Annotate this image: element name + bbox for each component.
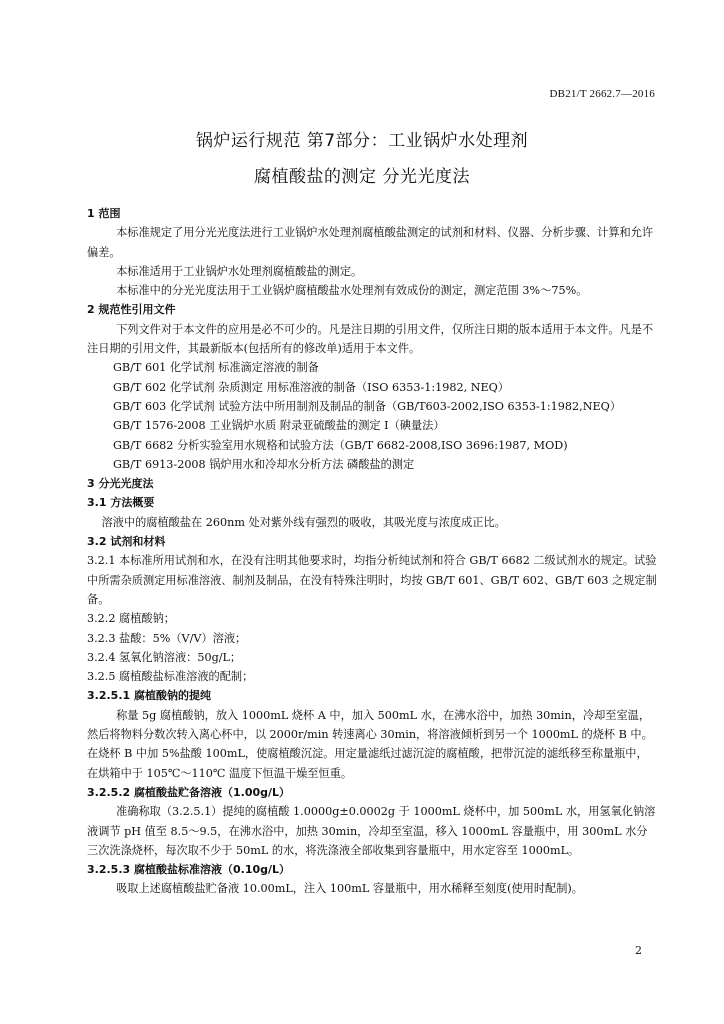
section-1-paragraph-2: 本标准适用于工业锅炉水处理剂腐植酸盐的测定。	[116, 264, 363, 278]
section-2-heading: 2 规范性引用文件	[87, 303, 176, 317]
clause-3-2-5-2-paragraph: 准确称取（3.2.5.1）提纯的腐植酸 1.0000g±0.0002g 于 1000mL 烧杯中，加 500mL 水，用氢氧化钠溶液调节 pH 值至 8.5～9.5，在沸水浴中，加热 30min，冷却至室温，移入 1000mL 容量瓶中，用 300mL 水分三次洗涤烧杯，每次取不少于 50mL 的水，将洗涤液全部收集到容量瓶中，用水定容至 1000mL。	[87, 805, 656, 857]
section-1-paragraph-1: 本标准规定了用分光光度法进行工业锅炉水处理剂腐植酸盐测定的试剂和材料、仪器、分析步骤、计算和允许偏差。	[87, 226, 654, 259]
clause-3-2-3: 3.2.3 盐酸：5%（V/V）溶液；	[87, 631, 247, 645]
reference-item: GB/T 6682 分析实验室用水规格和试验方法（GB/T 6682-2008,ISO 3696:1987, MOD)	[113, 438, 568, 452]
section-3-1-heading: 3.1 方法概要	[87, 496, 155, 510]
section-3-2-heading: 3.2 试剂和材料	[87, 535, 166, 549]
clause-3-2-5-2-heading: 3.2.5.2 腐植酸盐贮备溶液（1.00g/L）	[87, 785, 291, 799]
clause-3-2-5-1-heading: 3.2.5.1 腐植酸钠的提纯	[87, 689, 211, 703]
section-1-heading: 1 范围	[87, 207, 121, 220]
clause-3-2-5-1-paragraph: 称量 5g 腐植酸钠，放入 1000mL 烧杯 A 中，加入 500mL 水，在沸水浴中，加热 30min，冷却至室温，然后将物料分数次转入离心杯中，以 2000r/min 转速离心 30min，将溶液倾析到另一个 1000mL 的烧杯 B 中。在烧杯 B 中加 5%盐酸 100mL，使腐植酸沉淀。用定量滤纸过滤沉淀的腐植酸，把带沉淀的滤纸移至称量瓶中，在烘箱中于 105℃～110℃ 温度下恒温干燥至恒重。	[87, 708, 653, 780]
section-3-heading: 3 分光光度法	[87, 477, 154, 491]
section-1-paragraph-3: 本标准中的分光光度法用于工业锅炉腐植酸盐水处理剂有效成份的测定，测定范围 3%～75%。	[116, 284, 588, 298]
reference-item: GB/T 1576-2008 工业锅炉水质 附录亚硫酸盐的测定 I（碘量法）	[113, 419, 445, 433]
normative-reference-list	[87, 358, 657, 474]
clause-3-2-2: 3.2.2 腐植酸钠；	[87, 612, 175, 626]
clause-3-2-4: 3.2.4 氢氧化钠溶液：50g/L；	[87, 650, 242, 664]
document-title-line1: 锅炉运行规范 第7部分：工业锅炉水处理剂	[195, 131, 529, 151]
page-number: 2	[635, 944, 642, 957]
reference-item: GB/T 603 化学试剂 试验方法中所用制剂及制品的制备（GB/T603-2002,ISO 6353-1:1982,NEQ）	[113, 399, 622, 413]
section-3-1-paragraph: 溶液中的腐植酸盐在 260nm 处对紫外线有强烈的吸收，其吸光度与浓度成正比。	[101, 515, 506, 529]
clause-3-2-1: 3.2.1 本标准所用试剂和水，在没有注明其他要求时，均指分析纯试剂和符合 GB/T 6682 二级试剂水的规定。试验中所需杂质测定用标准溶液、制剂及制品，在没有特殊注明时，均按 GB/T 601、GB/T 602、GB/T 603 之规定制备。	[87, 554, 657, 606]
standard-code: DB21/T 2662.7—2016	[549, 88, 655, 100]
reference-item: GB/T 601 化学试剂 标准滴定溶液的制备	[113, 361, 319, 375]
clause-3-2-5-3-heading: 3.2.5.3 腐植酸盐标准溶液（0.10g/L）	[87, 863, 291, 877]
clause-3-2-5-3-paragraph: 吸取上述腐植酸盐贮备液 10.00mL，注入 100mL 容量瓶中，用水稀释至刻度(使用时配制)。	[116, 882, 583, 896]
document-body	[87, 204, 657, 899]
reference-item: GB/T 602 化学试剂 杂质测定 用标准溶液的制备（ISO 6353-1:1982, NEQ）	[113, 380, 510, 394]
section-2-paragraph-1: 下列文件对于本文件的应用是必不可少的。凡是注日期的引用文件，仅所注日期的版本适用于本文件。凡是不注日期的引用文件，其最新版本(包括所有的修改单)适用于本文件。	[87, 322, 654, 356]
reference-item: GB/T 6913-2008 锅炉用水和冷却水分析方法 磷酸盐的测定	[113, 457, 415, 471]
clause-3-2-5: 3.2.5 腐植酸盐标准溶液的配制；	[87, 670, 254, 684]
document-title-line2: 腐植酸盐的测定 分光光度法	[254, 167, 470, 187]
